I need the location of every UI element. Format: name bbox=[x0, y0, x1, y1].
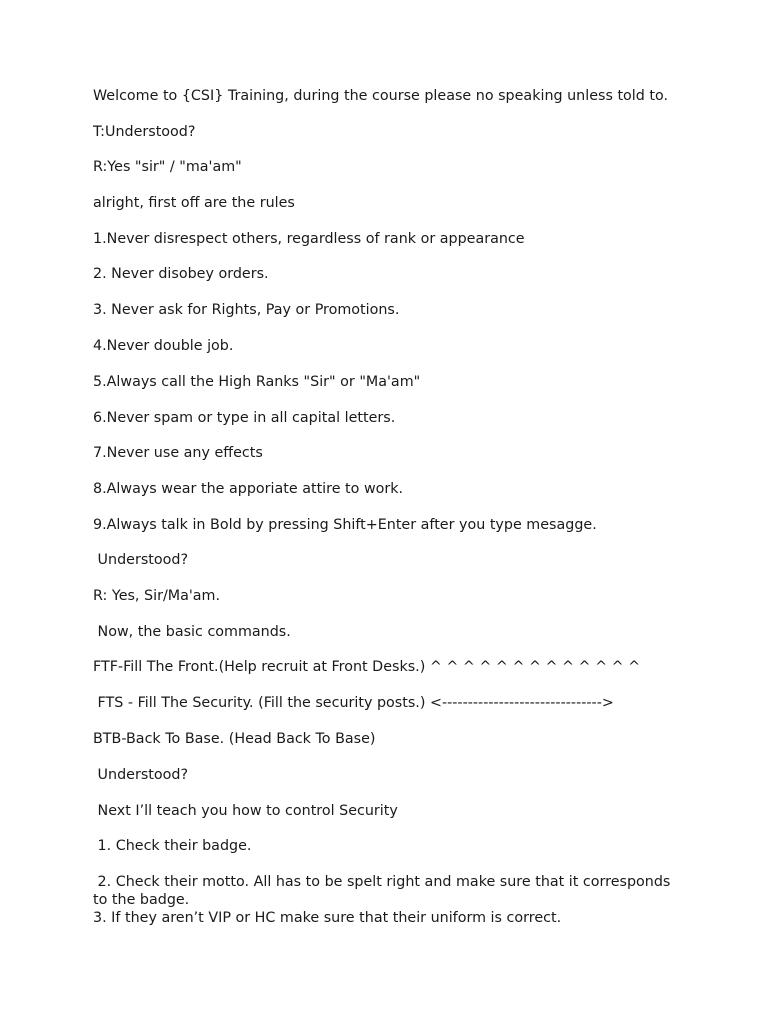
recruit-response: R:Yes "sir" / "ma'am" bbox=[93, 159, 242, 175]
understood-question-1: Understood? bbox=[93, 552, 189, 568]
recruit-response-2: R: Yes, Sir/Ma'am. bbox=[93, 588, 221, 604]
rule-8: 8.Always wear the apporiate attire to work. bbox=[93, 481, 404, 497]
security-step-3: 3. If they aren’t VIP or HC make sure that their uniform is correct. bbox=[93, 910, 562, 926]
rule-1: 1.Never disrespect others, regardless of rank or appearance bbox=[93, 231, 525, 247]
command-ftf: FTF-Fill The Front.(Help recruit at Front Desks.) ^ ^ ^ ^ ^ ^ ^ ^ ^ ^ ^ ^ ^ bbox=[93, 659, 641, 675]
security-intro: Next I’ll teach you how to control Security bbox=[93, 803, 398, 819]
rule-4: 4.Never double job. bbox=[93, 338, 234, 354]
understood-question-2: Understood? bbox=[93, 767, 189, 783]
security-step-2: 2. Check their motto. All has to be spelt right and make sure that it corresponds to the badge. bbox=[93, 874, 675, 908]
rule-2: 2. Never disobey orders. bbox=[93, 266, 269, 282]
commands-intro: Now, the basic commands. bbox=[93, 624, 291, 640]
trainer-question: T:Understood? bbox=[93, 124, 196, 140]
welcome-line: Welcome to {CSI} Training, during the course please no speaking unless told to. bbox=[93, 88, 669, 104]
rule-7: 7.Never use any effects bbox=[93, 445, 263, 461]
rule-3: 3. Never ask for Rights, Pay or Promotions. bbox=[93, 302, 400, 318]
rules-intro: alright, first off are the rules bbox=[93, 195, 295, 211]
command-btb: BTB-Back To Base. (Head Back To Base) bbox=[93, 731, 376, 747]
command-fts: FTS - Fill The Security. (Fill the security posts.) <-------------------------------> bbox=[93, 695, 614, 711]
rule-6: 6.Never spam or type in all capital letters. bbox=[93, 410, 396, 426]
rule-5: 5.Always call the High Ranks "Sir" or "Ma'am" bbox=[93, 374, 421, 390]
security-step-1: 1. Check their badge. bbox=[93, 838, 252, 854]
rule-9: 9.Always talk in Bold by pressing Shift+Enter after you type mesagge. bbox=[93, 517, 597, 533]
